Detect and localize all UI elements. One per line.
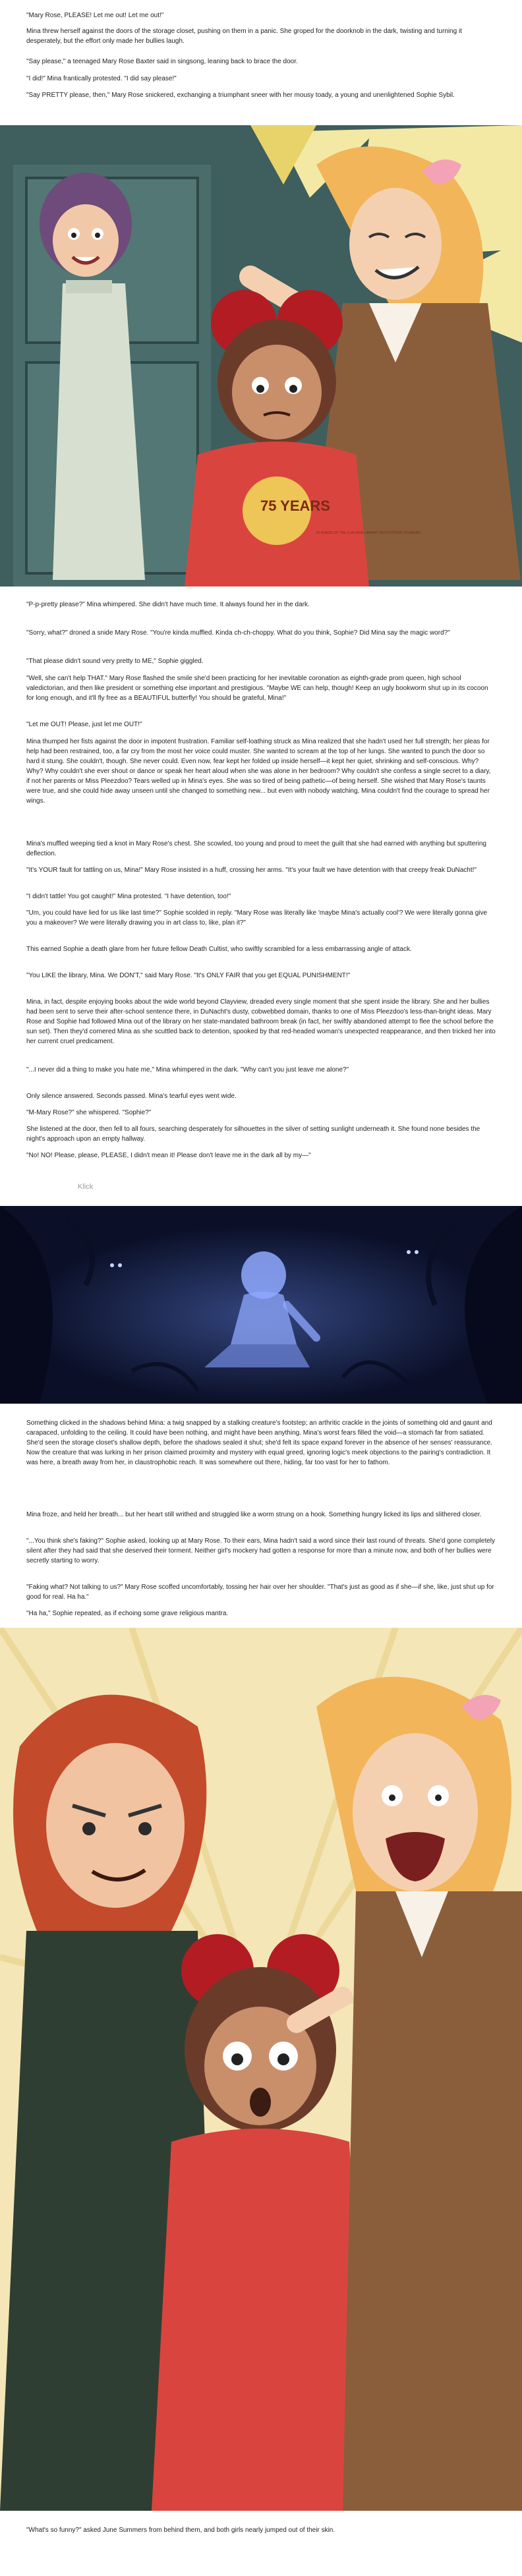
comic-panel-closet-bullies — [0, 125, 522, 587]
comic-panel-dark-closet — [0, 1206, 522, 1404]
story-paragraph: "What's so funny?" asked June Summers from behind them, and both girls nearly jumped out of their skin. — [26, 2527, 335, 2534]
story-paragraph: "That please didn't sound very pretty to ME," Sophie giggled. — [26, 658, 204, 665]
story-paragraph: This earned Sophie a death glare from her future fellow Death Cultist, who swiftly scrambled for a less embarrassing angle of attack. — [26, 946, 412, 953]
story-paragraph: "Well, she can't help THAT." Mary Rose flashed the smile she'd been practicing for her inevitable coronation as eighth-grade prom queen, high school valedictorian, and then like president or something else important and prestigious. "Maybe WE can help, though! Keep an ugly bookworm shut up in its cocoon for long enough, and it'll fly free as a BEAUTIFUL butterfly! You should be grateful, Mina!" — [26, 675, 488, 702]
story-paragraph: "Say PRETTY please, then," Mary Rose snickered, exchanging a triumphant sneer with her mousy toady, a young and unenlightened Sophie Sybil. — [26, 92, 455, 99]
comic-panel-june-summers — [0, 1628, 522, 2511]
story-paragraph: She listened at the door, then fell to all fours, searching desperately for silhouettes in the silver of setting sunlight underneath it. She found none besides the night's approach upon an empty hallway. — [26, 1126, 480, 1143]
story-paragraph: Mina's muffled weeping tied a knot in Mary Rose's chest. She scowled, too young and proud to meet the guilt that she had earned with anything but sputtering deflection. — [26, 840, 486, 857]
story-paragraph: "It's YOUR fault for tattling on us, Mina!" Mary Rose insisted in a huff, crossing her arms. "It's your fault we have detention with that creepy freak DuNacht!" — [26, 867, 477, 874]
story-paragraph: "Say please," a teenaged Mary Rose Baxter said in singsong, leaning back to brace the door. — [26, 58, 298, 65]
story-paragraph: "Ha ha," Sophie repeated, as if echoing some grave religious mantra. — [26, 1610, 229, 1617]
story-paragraph: "Um, you could have lied for us like last time?" Sophie scolded in reply. "Mary Rose was literally like 'maybe Mina's actually cool'? We were literally gonna give you a makeover? We were literally drawing you in art class to, like, plan it?" — [26, 909, 488, 927]
story-paragraph: Mina threw herself against the doors of the storage closet, pushing on them in a panic. She groped for the doorknob in the dark, twisting and turning it desperately, but the effort only made her bullies laugh. — [26, 28, 462, 45]
story-paragraph: "I didn't tattle! You got caught!" Mina protested. "I have detention, too!" — [26, 893, 231, 900]
story-paragraph: "I did!" Mina frantically protested. "I did say please!" — [26, 75, 177, 82]
story-paragraph: Mina, in fact, despite enjoying books about the wide world beyond Clayview, dreaded every single moment that she spent inside the library. She and her bullies had been sent to serve their after-school sentence there, in DuNacht's dusty, cobwebbed domain, thanks to one of Miss Pleezdoo's less-than-bright ideas. Mary Rose and Sophie had followed Mina out of the library on her state-mandated bathroom break (in fact, her swiftly abandoned attempt to flee the school before the sun set). Then they'd cornered Mina as she scuttled back to detention, spooked by that red-headed woman's unexpected reappearance, and then tricked her into her current cruel predicament. — [26, 998, 496, 1045]
story-paragraph: Mina froze, and held her breath... but her heart still writhed and struggled like a worm strung on a hook. Something hungry licked its lips and slithered closer. — [26, 1511, 482, 1518]
june-summers-illustration — [0, 1628, 522, 2511]
comic-illustration — [0, 125, 522, 587]
shirt-small-print: IN HONOR OF THE CLAYVIEW LIBRARY INSTITUTIONS FOUNDING — [316, 531, 421, 535]
story-paragraph: "You LIKE the library, Mina. We DON'T," said Mary Rose. "It's ONLY FAIR that you get EQUAL PUNISHMENT!" — [26, 972, 351, 979]
story-paragraph: Only silence answered. Seconds passed. Mina's tearful eyes went wide. — [26, 1093, 237, 1100]
story-paragraph: "Sorry, what?" droned a snide Mary Rose. "You're kinda muffled. Kinda ch-ch-choppy. What do you think, Sophie? Did Mina say the magic word?" — [26, 629, 450, 637]
shirt-print-text: 75 YEARS — [260, 498, 330, 514]
story-paragraph: "No! NO! Please, please, PLEASE, I didn't mean it! Please don't leave me in the dark all by my—" — [26, 1152, 311, 1159]
story-paragraph: Something clicked in the shadows behind Mina: a twig snapped by a stalking creature's footstep; an arthritic crackle in the joints of something old and gaunt and carapaced, unfolding to the ceiling. It could have been nothing, and might have been anything. Mina's worst fears filled the void—a stomach far from satiated. She'd seen the storage closet's shallow depth, before the shadows sealed it shut; she'd felt its space expand forever in the absence of her senses' reassurance. Now the creature that was lurking in her prison claimed proximity and mystery with equal greed, ignoring logic's meek objections to the pairing's contradiction. It was here, a breath away from her, in claustrophobic reach. It was somewhere out there, hiding, far too vast for her to fathom. — [26, 1419, 492, 1466]
story-paragraph: "Faking what? Not talking to us?" Mary Rose scoffed uncomfortably, tossing her hair over her shoulder. "That's just as good as if she—if she, like, just shut up for good for real. Ha ha." — [26, 1584, 494, 1601]
story-paragraph: "...You think she's faking?" Sophie asked, looking up at Mary Rose. To their ears, Mina hadn't said a word since their last round of threats. She'd gone completely silent after they had said that she deserved their torment. Neither girl's mockery had gotten a response for more than a minute now, and both of her bullies were secretly starting to worry. — [26, 1537, 496, 1564]
story-paragraph: "Let me OUT! Please, just let me OUT!" — [26, 721, 142, 728]
story-paragraph: "P-p-pretty please?" Mina whimpered. She didn't have much time. It always found her in the dark. — [26, 601, 310, 608]
story-paragraph: Mina thumped her fists against the door in impotent frustration. Familiar self-loathing struck as Mina realized that she hadn't used her full strength; her pleas for help had been restrained, too, a far cry from the most her voice could muster. She wanted to scream at the top of her lungs. She wanted to punch the door so hard it stung. She couldn't, though. She never could. Even now, fear kept her folded up inside herself—it kept her quiet, shrinking and self-conscious. Why? Why? Why couldn't she ever shout or dance or speak her heart aloud when she was alone in her bedroom? Why couldn't she confess a single secret to a diary, if not her parents or Miss Pleezdoo? Tears welled up in Mina's eyes. She was so tired of being pathetic—of being herself. She wished that Mary Rose's taunts were true, and she could hide away unseen until she changed to something new... but even with nobody watching, Mina couldn't find the courage to spread her wings. — [26, 738, 491, 805]
story-paragraph: "M-Mary Rose?" she whispered. "Sophie?" — [26, 1109, 152, 1116]
sound-effect-klick: Klick — [78, 1183, 94, 1191]
dark-closet-illustration — [0, 1206, 522, 1404]
story-paragraph: "...I never did a thing to make you hate me," Mina whimpered in the dark. "Why can't you just leave me alone?" — [26, 1066, 349, 1073]
story-paragraph: "Mary Rose, PLEASE! Let me out! Let me out!" — [26, 12, 164, 19]
